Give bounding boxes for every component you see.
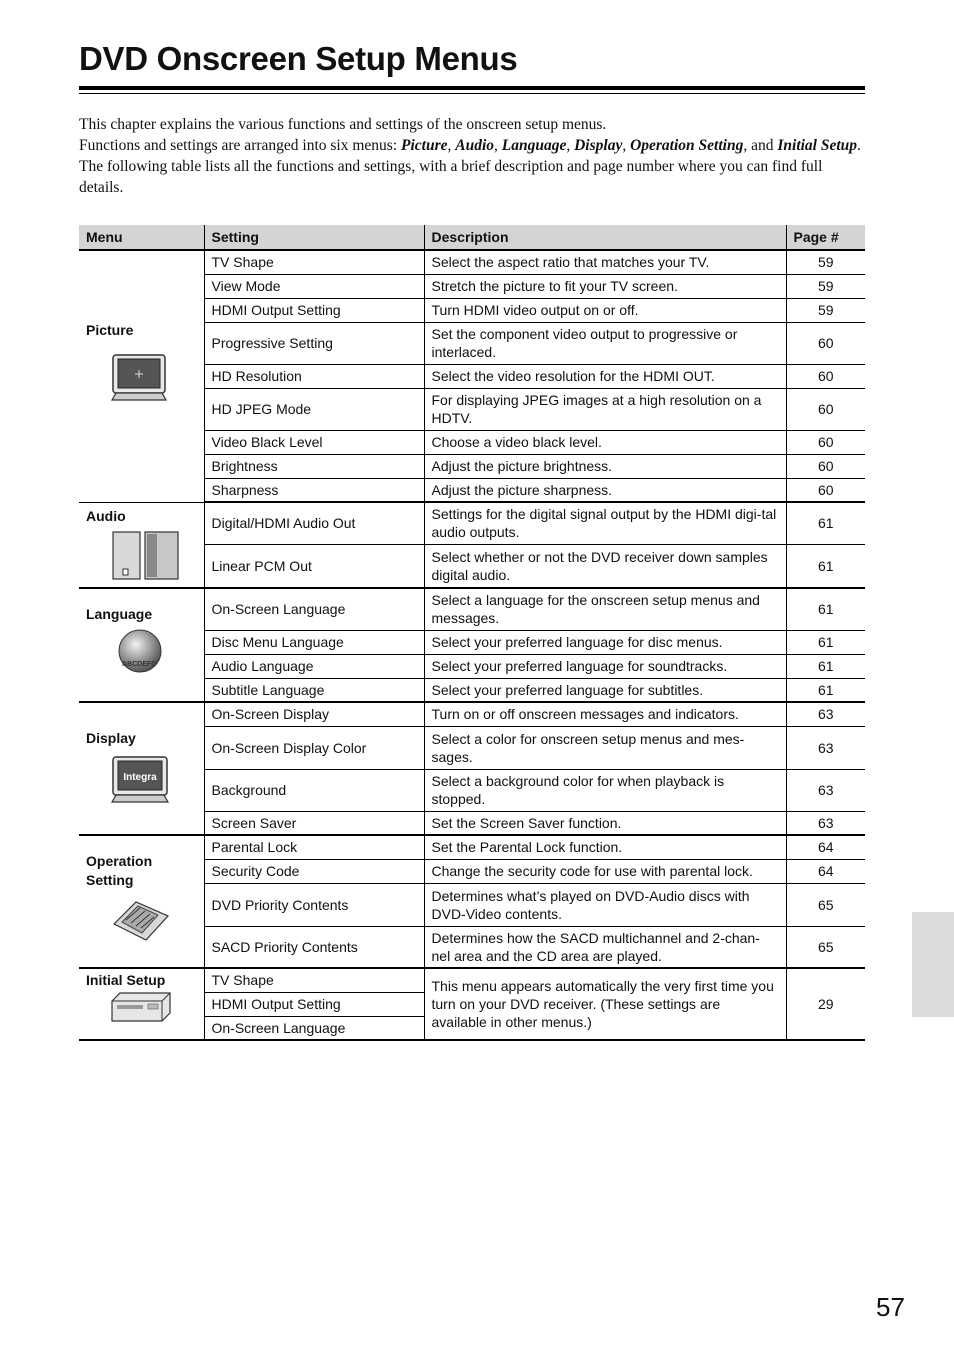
page-cell: 61 [786,544,865,588]
separator: , [622,137,631,154]
setting-cell: SACD Priority Contents [204,926,424,968]
setting-cell: Disc Menu Language [204,630,424,654]
setting-cell: On-Screen Display [204,702,424,726]
setting-cell: Subtitle Language [204,678,424,702]
menu-cell-operation-setting [79,835,204,968]
setting-cell: Digital/HDMI Audio Out [204,502,424,544]
header-description: Description [424,225,786,250]
page-cell: 63 [786,769,865,811]
header-page: Page # [786,225,865,250]
setting-cell: Video Black Level [204,430,424,454]
page-cell: 60 [786,430,865,454]
inline-menu-display: Display [574,137,623,154]
menu-cell-initial-setup [79,968,204,1040]
setting-cell: Linear PCM Out [204,544,424,588]
menu-label-initial-setup: Initial Setup [86,972,166,988]
menu-label-display: Display [86,730,136,746]
setting-cell: HDMI Output Setting [204,992,424,1016]
table-header-row [79,225,865,250]
page-cell: 29 [786,968,865,1040]
setting-cell: On-Screen Language [204,588,424,630]
intro-paragraph-2-suffix: . [857,137,861,154]
table-row [79,968,865,992]
page-title: DVD Onscreen Setup Menus [79,40,518,77]
table-row [79,702,865,726]
setting-cell: Parental Lock [204,835,424,859]
page-cell: 65 [786,883,865,926]
page-cell: 59 [786,274,865,298]
description-cell: Select your preferred language for disc menus. [424,630,786,654]
page-cell: 63 [786,726,865,769]
page-cell: 60 [786,454,865,478]
setting-cell: Sharpness [204,478,424,502]
page-cell: 64 [786,835,865,859]
description-cell: Determines what’s played on DVD-Audio discs with DVD-Video contents. [424,883,786,926]
description-cell: Set the Parental Lock function. [424,835,786,859]
setting-cell: Brightness [204,454,424,478]
table-row [79,250,865,274]
description-cell: Select a color for onscreen setup menus and mes-sages. [424,726,786,769]
dvd-receiver-icon [110,991,172,1023]
description-cell: Select whether or not the DVD receiver down samples digital audio. [424,544,786,588]
setting-cell: On-Screen Display Color [204,726,424,769]
description-cell: Adjust the picture sharpness. [424,478,786,502]
title-rule-thin [79,93,865,94]
description-cell: Settings for the digital signal output by the HDMI digi-tal audio outputs. [424,502,786,544]
chapter-tab [912,912,954,1017]
description-cell: Stretch the picture to fit your TV screen. [424,274,786,298]
description-cell: Determines how the SACD multichannel and 2-chan-nel area and the CD area are played. [424,926,786,968]
setting-cell: TV Shape [204,968,424,992]
description-cell: Select the aspect ratio that matches your TV. [424,250,786,274]
separator: , [447,137,456,154]
setting-cell: TV Shape [204,250,424,274]
table-row [79,835,865,859]
page-cell: 64 [786,859,865,883]
intro-paragraph-3: The following table lists all the functions and settings, with a brief description and page number where you can find full details. [79,158,823,196]
page-cell: 61 [786,588,865,630]
title-rule-thick [79,86,865,90]
setting-cell: HD JPEG Mode [204,388,424,430]
page-cell: 60 [786,478,865,502]
description-cell: Select the video resolution for the HDMI OUT. [424,364,786,388]
description-cell: Select your preferred language for subtitles. [424,678,786,702]
intro-text [79,114,865,198]
separator: , [566,137,575,154]
intro-paragraph-2-prefix: Functions and settings are arranged into six menus: [79,137,401,154]
separator: , and [743,137,778,154]
setting-cell: View Mode [204,274,424,298]
page-cell: 61 [786,654,865,678]
description-cell: Turn HDMI video output on or off. [424,298,786,322]
page-cell: 63 [786,702,865,726]
page-cell: 60 [786,322,865,364]
inline-menu-operation-setting: Operation Setting [630,137,744,154]
setting-cell: DVD Priority Contents [204,883,424,926]
description-cell: Set the component video output to progressive or interlaced. [424,322,786,364]
setting-cell: Progressive Setting [204,322,424,364]
menu-cell-picture [79,250,204,502]
setting-cell: Security Code [204,859,424,883]
tv-monitor-icon [110,353,170,403]
page-cell: 59 [786,298,865,322]
page-cell: 60 [786,388,865,430]
header-menu: Menu [79,225,204,250]
menu-cell-audio [79,502,204,588]
setting-cell: On-Screen Language [204,1016,424,1040]
menu-cell-display [79,702,204,835]
table-row [79,588,865,630]
menu-label-audio: Audio [86,507,126,524]
page-cell: 65 [786,926,865,968]
page-cell: 59 [786,250,865,274]
description-cell: Change the security code for use with parental lock. [424,859,786,883]
setting-cell: HDMI Output Setting [204,298,424,322]
integra-logo-text: Integra [123,772,157,783]
description-cell: Select a background color for when playback is stopped. [424,769,786,811]
description-cell: For displaying JPEG images at a high resolution on a HDTV. [424,388,786,430]
description-cell: Choose a video black level. [424,430,786,454]
description-cell: Turn on or off onscreen messages and indicators. [424,702,786,726]
intro-paragraph-2 [79,135,865,156]
setting-cell: Audio Language [204,654,424,678]
description-cell: Select your preferred language for soundtracks. [424,654,786,678]
description-cell: Adjust the picture brightness. [424,454,786,478]
separator: , [494,137,502,154]
page-cell: 60 [786,364,865,388]
description-cell: Set the Screen Saver function. [424,811,786,835]
page-cell: 61 [786,678,865,702]
table-row [79,502,865,544]
setup-menu-table [79,225,865,1041]
setting-cell: Background [204,769,424,811]
page-cell: 61 [786,630,865,654]
speakers-icon [110,529,182,581]
inline-menu-picture: Picture [401,137,448,154]
setting-cell: Screen Saver [204,811,424,835]
header-setting: Setting [204,225,424,250]
inline-menu-initial-setup: Initial Setup [777,137,858,154]
inline-menu-language: Language [501,137,567,154]
description-cell: This menu appears automatically the very first time you turn on your DVD receiver. (These settings are available in other menus.) [424,968,786,1040]
page-cell: 61 [786,502,865,544]
globe-icon [116,627,168,675]
menu-label-operation-setting: Operation Setting [86,853,153,888]
setting-cell: HD Resolution [204,364,424,388]
globe-icon-text: ABCDEFG [122,661,157,668]
inline-menu-audio: Audio [455,137,495,154]
description-cell: Select a language for the onscreen setup menus and messages. [424,588,786,630]
menu-label-picture: Picture [86,322,134,338]
page-number: 57 [876,1292,905,1322]
page-cell: 63 [786,811,865,835]
remote-controls-icon [110,898,172,942]
intro-paragraph-1: This chapter explains the various functions and settings of the onscreen setup menus. [79,116,607,133]
menu-label-language: Language [86,606,153,622]
menu-cell-language [79,588,204,702]
integra-tv-icon [110,755,172,805]
